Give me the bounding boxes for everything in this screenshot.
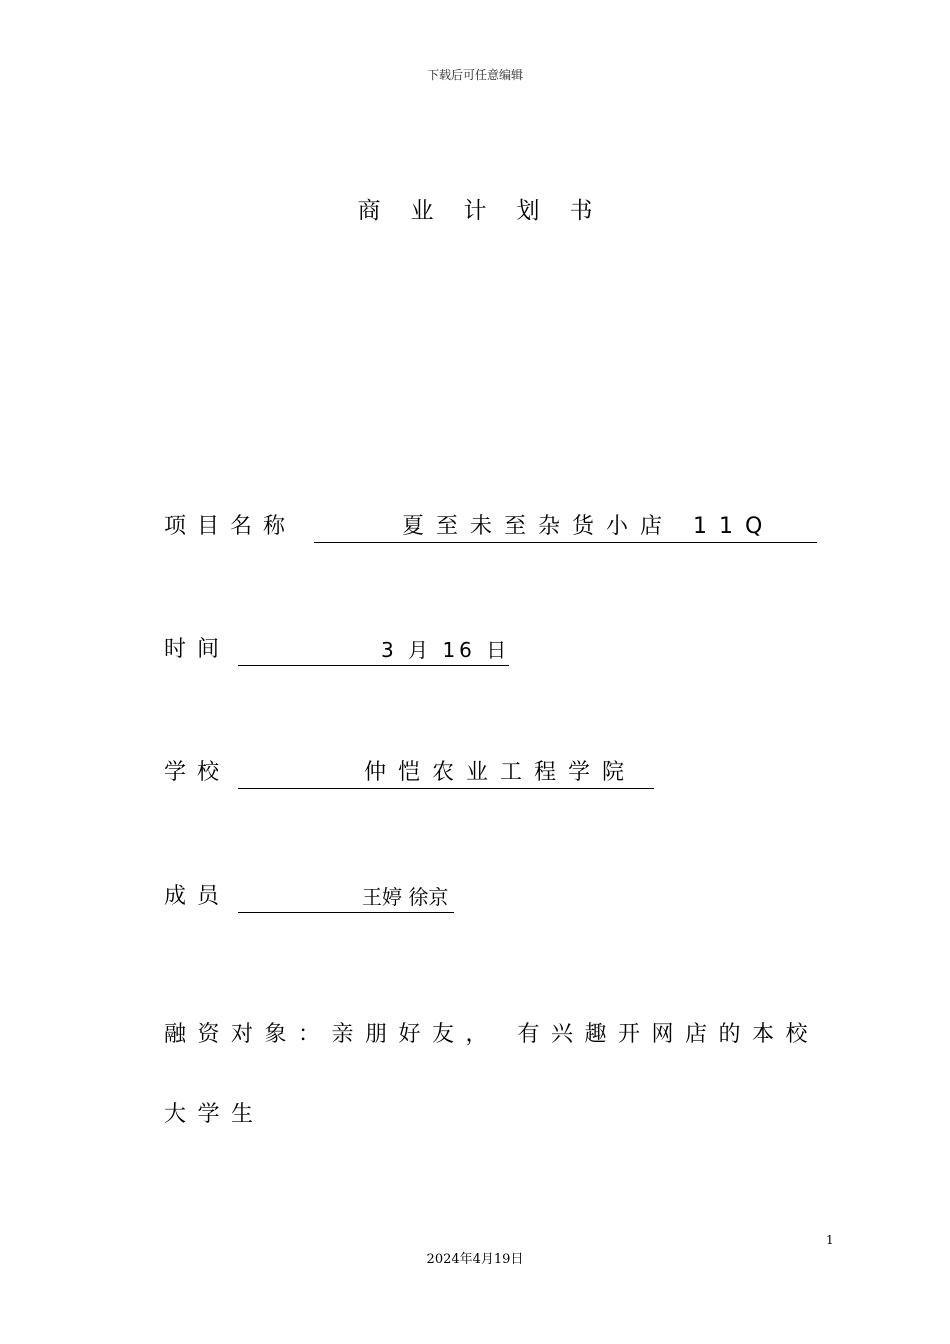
field-label: 项目名称: [164, 514, 297, 539]
field-value: 夏至未至杂货小店 11Q: [402, 514, 775, 539]
field-value: 仲恺农业工程学院: [364, 760, 637, 785]
field-value: 王婷 徐京: [362, 885, 449, 909]
document-title: 商业计划书: [357, 198, 623, 224]
field-underline: [238, 882, 454, 913]
field-project-name: [164, 512, 775, 542]
field-time: [164, 635, 511, 665]
page-footer-date: 2024年4月19日: [426, 1252, 524, 1267]
field-members: [164, 882, 449, 912]
field-value: 3 月 16 日: [381, 638, 511, 662]
funding-target: 融资对象：亲朋好友， 有兴趣开网店的本校大学生: [164, 1022, 819, 1127]
field-underline: [238, 758, 654, 789]
field-school: [164, 758, 637, 788]
page-number: 1: [826, 1233, 834, 1247]
field-label: 时间: [164, 637, 231, 662]
field-underline: [238, 635, 509, 666]
page-header: 下载后可任意编辑: [426, 68, 523, 82]
field-label: 学校: [164, 760, 231, 785]
field-underline: [314, 512, 817, 543]
field-label: 成员: [164, 884, 231, 909]
